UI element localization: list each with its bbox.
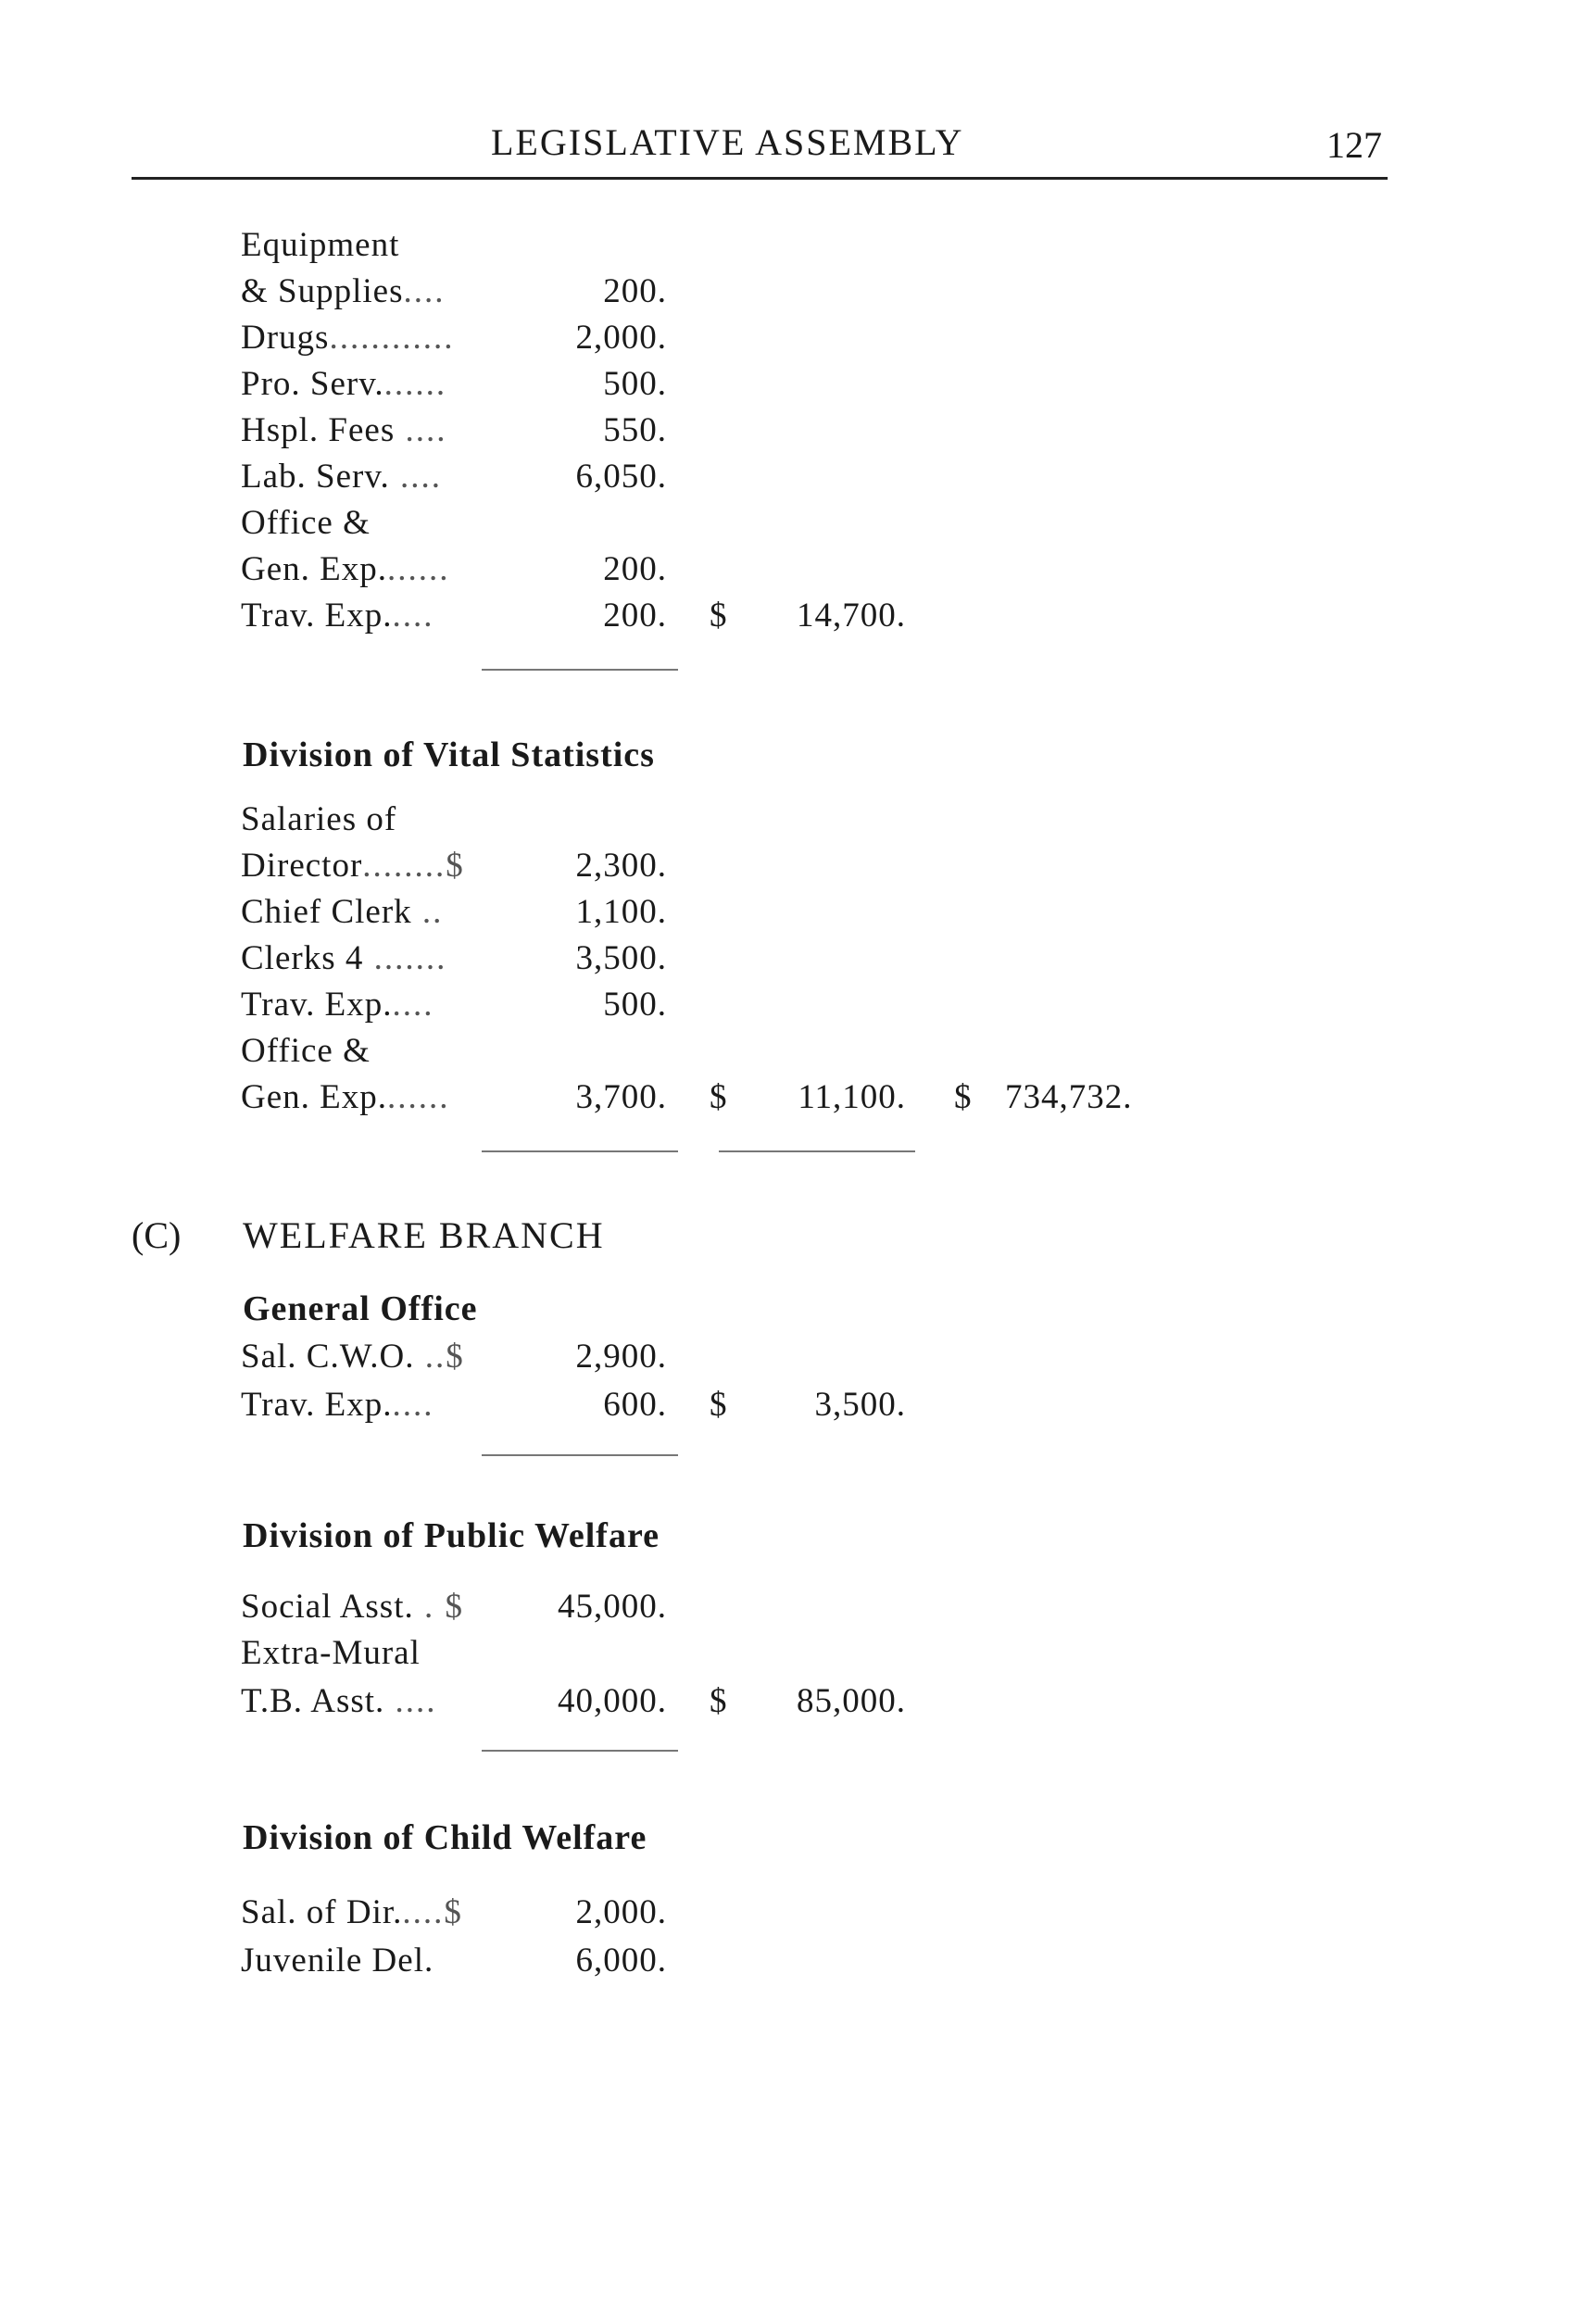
line-item-amount: 600. xyxy=(603,1386,667,1424)
line-item-label: & Supplies.... xyxy=(241,272,446,310)
subtotal-rule xyxy=(719,1150,915,1152)
line-item-label: Office & xyxy=(241,504,371,542)
subtotal-rule xyxy=(482,1750,678,1752)
line-item-label: Trav. Exp..... xyxy=(241,986,434,1024)
line-item-label: Hspl. Fees .... xyxy=(241,411,447,449)
line-item-amount: 2,000. xyxy=(575,1893,667,1931)
subtotal-dollar-sign: $ xyxy=(710,1682,727,1720)
subtotal-rule xyxy=(482,669,678,671)
dot-leader: .... xyxy=(392,1386,434,1424)
line-item-amount: 3,700. xyxy=(575,1078,667,1116)
dot-leader: ...... xyxy=(387,1078,450,1116)
section-heading: Division of Vital Statistics xyxy=(243,735,655,774)
line-item-label: Lab. Serv. .... xyxy=(241,458,442,496)
line-item-amount: 500. xyxy=(603,365,667,403)
dot-leader: .... xyxy=(392,986,434,1024)
subtotal-rule xyxy=(482,1454,678,1456)
line-item-amount: 200. xyxy=(603,550,667,588)
dot-leader: .... xyxy=(384,1682,437,1720)
header-rule xyxy=(132,177,1388,180)
line-item-label: Gen. Exp....... xyxy=(241,550,450,588)
dot-leader: .... xyxy=(403,272,446,310)
dot-leader: .. xyxy=(411,893,444,931)
dot-leader: . $ xyxy=(413,1588,464,1626)
line-item-label: Office & xyxy=(241,1032,371,1070)
line-item-amount: 40,000. xyxy=(558,1682,667,1720)
dot-leader: ....$ xyxy=(402,1893,463,1931)
line-item-label: Social Asst. . $ xyxy=(241,1588,464,1626)
line-item-label: Sal. of Dir.....$ xyxy=(241,1893,463,1931)
line-item-label: Director........$ xyxy=(241,847,465,885)
line-item-label: Chief Clerk .. xyxy=(241,893,444,931)
line-item-amount: 45,000. xyxy=(558,1588,667,1626)
line-item-label: Juvenile Del. xyxy=(241,1942,434,1980)
line-item-amount: 1,100. xyxy=(575,893,667,931)
line-item-label: T.B. Asst. .... xyxy=(241,1682,437,1720)
line-item-label: Drugs............ xyxy=(241,319,455,357)
dot-leader: .... xyxy=(395,411,447,449)
dot-leader: ....... xyxy=(363,939,447,977)
branch-title: WELFARE BRANCH xyxy=(243,1214,605,1256)
dot-leader: ...... xyxy=(387,550,450,588)
line-item-label: Extra-Mural xyxy=(241,1634,421,1672)
subtotal-amount: 85,000. xyxy=(797,1682,906,1720)
grand-total-dollar-sign: $ xyxy=(954,1078,972,1116)
line-item-amount: 6,000. xyxy=(575,1942,667,1980)
subtotal-dollar-sign: $ xyxy=(710,597,727,635)
subtotal-amount: 14,700. xyxy=(797,597,906,635)
subtotal-rule xyxy=(482,1150,678,1152)
dot-leader: ........$ xyxy=(362,847,465,885)
dot-leader: .... xyxy=(389,458,442,496)
section-heading: Division of Public Welfare xyxy=(243,1516,660,1555)
line-item-label: Equipment xyxy=(241,226,400,264)
line-item-amount: 6,050. xyxy=(575,458,667,496)
section-heading: Division of Child Welfare xyxy=(243,1818,647,1857)
line-item-amount: 2,000. xyxy=(575,319,667,357)
line-item-label: Salaries of xyxy=(241,800,397,838)
line-item-label: Trav. Exp..... xyxy=(241,597,434,635)
line-item-label: Gen. Exp....... xyxy=(241,1078,450,1116)
dot-leader: .... xyxy=(392,597,434,635)
line-item-label: Trav. Exp..... xyxy=(241,1386,434,1424)
grand-total-amount: 734,732. xyxy=(1005,1078,1133,1116)
line-item-amount: 2,300. xyxy=(575,847,667,885)
line-item-label: Sal. C.W.O. ..$ xyxy=(241,1338,465,1376)
line-item-amount: 3,500. xyxy=(575,939,667,977)
line-item-amount: 550. xyxy=(603,411,667,449)
section-heading: General Office xyxy=(243,1289,478,1328)
line-item-amount: 2,900. xyxy=(575,1338,667,1376)
line-item-label: Pro. Serv....... xyxy=(241,365,447,403)
page-number: 127 xyxy=(1326,124,1382,166)
dot-leader: ............ xyxy=(329,319,455,357)
subtotal-dollar-sign: $ xyxy=(710,1078,727,1116)
subtotal-amount: 3,500. xyxy=(814,1386,906,1424)
page-header-title: LEGISLATIVE ASSEMBLY xyxy=(491,121,964,163)
branch-letter: (C) xyxy=(132,1214,182,1256)
line-item-amount: 200. xyxy=(603,272,667,310)
line-item-amount: 200. xyxy=(603,597,667,635)
dot-leader: ..$ xyxy=(414,1338,465,1376)
line-item-amount: 500. xyxy=(603,986,667,1024)
subtotal-amount: 11,100. xyxy=(798,1078,906,1116)
line-item-label: Clerks 4 ....... xyxy=(241,939,447,977)
dot-leader: ...... xyxy=(383,365,447,403)
subtotal-dollar-sign: $ xyxy=(710,1386,727,1424)
